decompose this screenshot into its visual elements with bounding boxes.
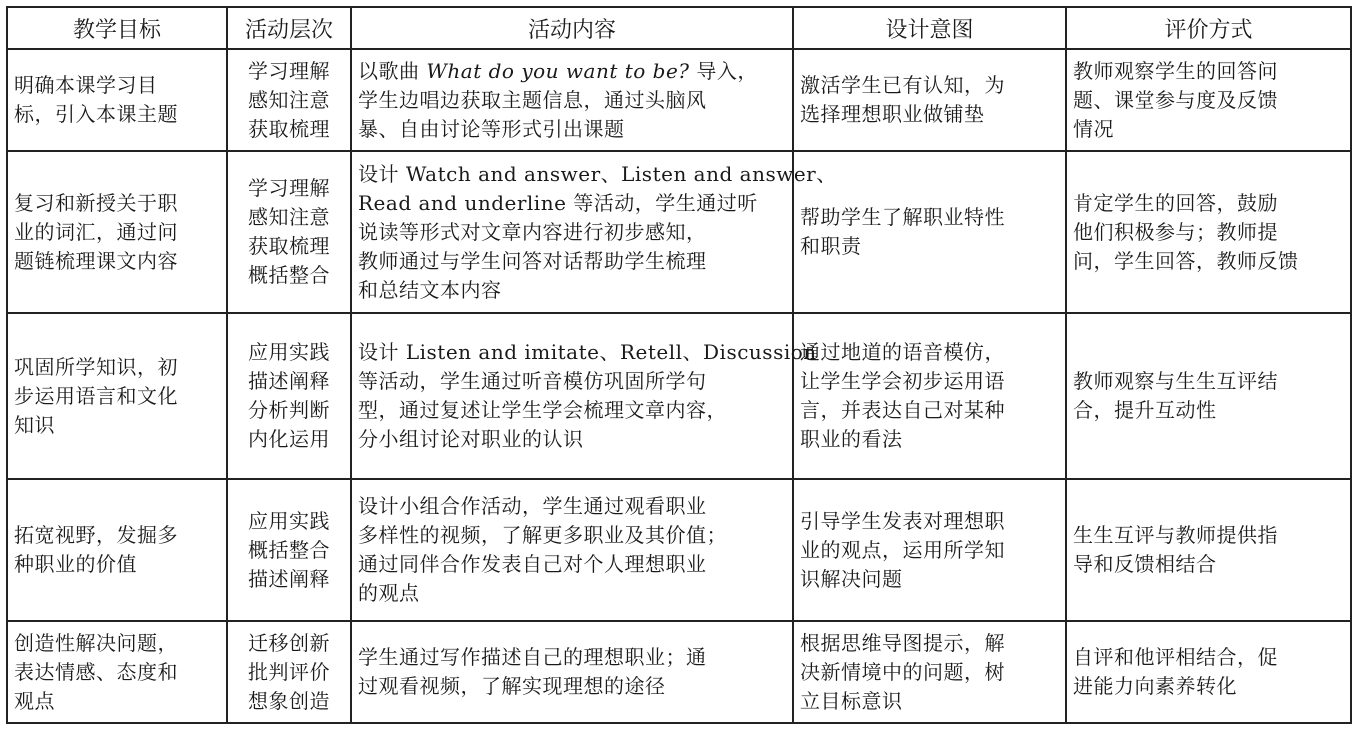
text-line: 拓宽视野，发掘多 <box>14 523 178 547</box>
text-line: 教师观察与生生互评结 <box>1073 369 1278 393</box>
text-line: 通过地道的语音模仿， <box>800 340 1005 364</box>
table-row <box>7 49 1351 151</box>
text-line: 获取梳理 <box>248 116 330 141</box>
content-suffix: 导入， <box>689 58 758 83</box>
content-prefix: 以歌曲 <box>358 58 427 83</box>
header-design-intent: 设计意图 <box>793 7 1066 49</box>
cell-evaluation <box>1066 313 1351 479</box>
text-line: 情况 <box>1073 116 1114 141</box>
lesson-plan-table <box>6 6 1352 724</box>
text-line: 肯定学生的回答，鼓励 <box>1073 190 1278 215</box>
text-line: 巩固所学知识，初 <box>14 354 178 379</box>
text-line: 学习理解 <box>248 176 330 200</box>
text-line: 说读等形式对文章内容进行初步感知， <box>358 219 707 244</box>
text-line: 自评和他评相结合，促 <box>1073 645 1278 669</box>
text-line: 题链梳理课文内容 <box>14 248 178 273</box>
cell-intent <box>793 479 1066 621</box>
text-line: 多样性的视频，了解更多职业及其价值； <box>358 523 727 547</box>
header-evaluation-method: 评价方式 <box>1066 7 1351 49</box>
text-line: 暴、自由讨论等形式引出课题 <box>358 116 625 141</box>
text-line: 帮助学生了解职业特性 <box>800 205 1005 229</box>
text-line: 等活动，学生通过听音模仿巩固所学句 <box>358 369 707 393</box>
text-line: 他们积极参与；教师提 <box>1073 219 1278 244</box>
text-line: 学生边唱边获取主题信息，通过头脑风 <box>358 87 707 112</box>
text-line: 学习理解 <box>248 58 330 83</box>
text-line: 概括整合 <box>248 537 330 562</box>
text-line: 职业的看法 <box>800 427 903 451</box>
header-teaching-goal: 教学目标 <box>7 7 227 49</box>
cell-goal <box>7 151 227 313</box>
text-line: 步运用语言和文化 <box>14 383 178 408</box>
text-line: 让学生学会初步运用语 <box>800 369 1005 393</box>
text-line: 过观看视频，了解实现理想的途径 <box>358 674 666 698</box>
table-row <box>7 313 1351 479</box>
cell-level <box>227 621 351 723</box>
header-row <box>7 7 1351 49</box>
text-line: 识解决问题 <box>800 566 903 591</box>
text-line: 进能力向素养转化 <box>1073 674 1237 698</box>
text-line: 内化运用 <box>248 427 330 451</box>
text-line: 表达情感、态度和 <box>14 659 178 684</box>
text-line: 设计小组合作活动，学生通过观看职业 <box>358 494 707 518</box>
text-line: 批判评价 <box>248 659 330 684</box>
cell-level <box>227 151 351 313</box>
text-line: 立目标意识 <box>800 688 903 713</box>
header-activity-content: 活动内容 <box>351 7 793 49</box>
header-activity-level: 活动层次 <box>227 7 351 49</box>
text-line: 型，通过复述让学生学会梳理文章内容， <box>358 398 727 422</box>
text-line: 设计 Listen and imitate、Retell、Discussion <box>358 340 817 364</box>
text-line: 标，引入本课主题 <box>14 102 178 126</box>
text-line: 感知注意 <box>248 87 330 112</box>
cell-evaluation <box>1066 49 1351 151</box>
text-line: 选择理想职业做铺垫 <box>800 102 985 126</box>
text-line: 合，提升互动性 <box>1073 398 1217 422</box>
text-line: Read and underline 等活动，学生通过听 <box>358 190 758 215</box>
text-line: 引导学生发表对理想职 <box>800 508 1005 533</box>
text-line: 的观点 <box>358 581 420 605</box>
cell-intent <box>793 313 1066 479</box>
text-line: 应用实践 <box>248 508 330 533</box>
cell-level <box>227 313 351 479</box>
text-line: 和总结文本内容 <box>358 277 502 302</box>
cell-content <box>351 479 793 621</box>
text-line: 描述阐释 <box>248 369 330 393</box>
table-row <box>7 479 1351 621</box>
text-line: 根据思维导图提示，解 <box>800 630 1005 655</box>
text-line: 导和反馈相结合 <box>1073 552 1217 576</box>
text-line: 迁移创新 <box>248 630 330 655</box>
cell-content <box>351 313 817 479</box>
text-line: 获取梳理 <box>248 234 330 258</box>
table-row <box>7 151 1351 313</box>
text-line: 言，并表达自己对某种 <box>800 398 1005 422</box>
cell-intent <box>793 621 1066 723</box>
text-line: 明确本课学习目 <box>14 73 158 97</box>
text-line: 业的观点，运用所学知 <box>800 537 1005 562</box>
cell-level <box>227 49 351 151</box>
text-line: 知识 <box>14 412 55 437</box>
text-line: 教师观察学生的回答问 <box>1073 58 1278 83</box>
text-line: 题、课堂参与度及反馈 <box>1073 87 1278 112</box>
text-line: 分小组讨论对职业的认识 <box>358 427 584 451</box>
text-line: 通过同伴合作发表自己对个人理想职业 <box>358 552 707 576</box>
text-line: 创造性解决问题， <box>14 630 178 655</box>
cell-content <box>351 49 793 151</box>
text-line: 分析判断 <box>248 398 330 422</box>
text-line: 学生通过写作描述自己的理想职业；通 <box>358 645 707 669</box>
text-line: 想象创造 <box>248 688 330 713</box>
text-line <box>358 57 786 86</box>
text-line: 观点 <box>14 688 55 713</box>
text-line: 问，学生回答，教师反馈 <box>1073 248 1299 273</box>
cell-goal <box>7 479 227 621</box>
cell-goal <box>7 313 227 479</box>
text-line: 决新情境中的问题，树 <box>800 659 1005 684</box>
text-line: 业的词汇，通过问 <box>14 219 178 244</box>
table-row <box>7 621 1351 723</box>
cell-evaluation <box>1066 151 1351 313</box>
text-line: 和职责 <box>800 234 862 258</box>
text-line: 教师通过与学生问答对话帮助学生梳理 <box>358 248 707 273</box>
text-line: 应用实践 <box>248 340 330 364</box>
text-line: 激活学生已有认知，为 <box>800 73 1005 97</box>
text-line: 感知注意 <box>248 205 330 229</box>
cell-content <box>351 621 793 723</box>
song-title: What do you want to be? <box>426 58 690 83</box>
cell-goal <box>7 621 227 723</box>
text-line: 概括整合 <box>248 263 330 287</box>
cell-evaluation <box>1066 479 1351 621</box>
cell-evaluation <box>1066 621 1351 723</box>
text-line: 描述阐释 <box>248 566 330 591</box>
text-line: 种职业的价值 <box>14 552 137 576</box>
text-line: 复习和新授关于职 <box>14 190 178 215</box>
text-line: 设计 Watch and answer、Listen and answer、 <box>358 161 837 186</box>
cell-goal <box>7 49 227 151</box>
cell-intent <box>793 49 1066 151</box>
cell-level <box>227 479 351 621</box>
text-line: 生生互评与教师提供指 <box>1073 523 1278 547</box>
